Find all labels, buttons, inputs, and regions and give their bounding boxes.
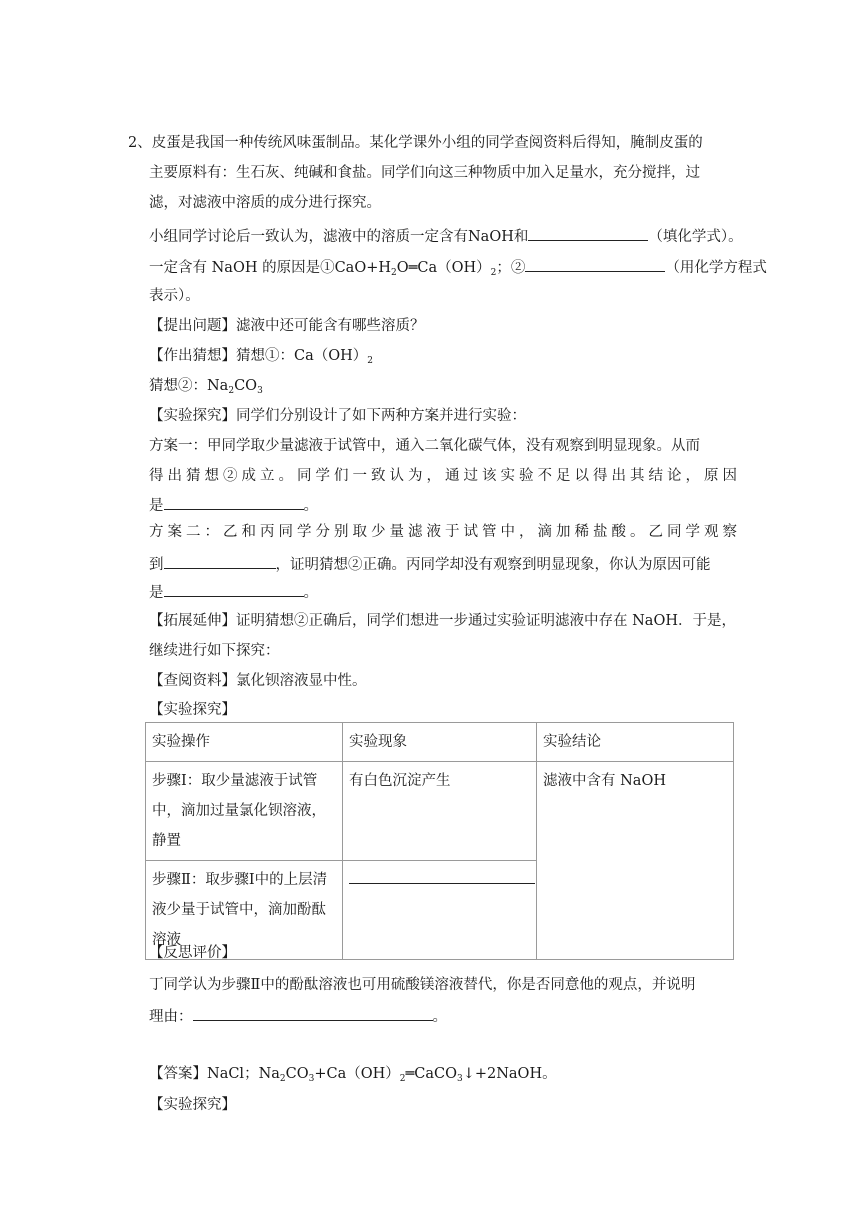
intro-line-1: 皮蛋是我国一种传统风味蛋制品。某化学课外小组的同学查阅资料后得知，腌制皮蛋的 <box>151 135 703 151</box>
guess-line-1: 【作出猜想】猜想①：$Ca(OH)_2$ <box>149 348 374 366</box>
table-header-row <box>146 723 734 762</box>
experiment-table <box>145 722 734 960</box>
question-number: 2、 <box>128 135 152 151</box>
extend-line-2: 继续进行如下探究： <box>149 643 280 659</box>
question-line-1 <box>128 133 703 153</box>
reflect-line-1: 丁同学认为步骤Ⅱ中的酚酞溶液也可用硫酸镁溶液替代，你是否同意他的观点，并说明 <box>149 977 696 993</box>
header-operation: 实验操作 <box>146 723 343 762</box>
plan1-line-1: 方案一：甲同学取少量滤液于试管中，通入二氧化碳气体，没有观察到明显现象。从而 <box>149 438 700 454</box>
header-phenomenon: 实验现象 <box>343 723 537 762</box>
plan2-line-3: 是 。 <box>149 581 318 603</box>
plan1-line-2: 得出猜想②成立。同学们一致认为，通过该实验不足以得出其结论，原因 <box>149 468 741 484</box>
intro-line-2: 主要原料有：生石灰、纯碱和食盐。同学们向这三种物质中加入足量水，充分搅拌，过 <box>149 165 700 181</box>
answer-blank[interactable] <box>164 494 304 510</box>
plan1-line-3: 是 。 <box>149 494 318 516</box>
answer-blank[interactable] <box>164 553 276 569</box>
step2-phenomenon-cell <box>343 861 537 960</box>
discussion-line-3: 表示）。 <box>149 288 200 304</box>
conclusion-cell: 滤液中含有 NaOH <box>537 762 734 960</box>
reflect-tag: 【反思评价】 <box>149 945 236 961</box>
answer-explore-tag: 【实验探究】 <box>149 1097 236 1113</box>
guess-tag: 【作出猜想】 <box>149 348 236 364</box>
header-conclusion: 实验结论 <box>537 723 734 762</box>
step2-operation: 步骤Ⅱ：取步骤Ⅰ中的上层清液少量于试管中，滴加酚酞溶液 <box>146 861 343 960</box>
discussion-line-2: 一定含有 NaOH 的原因是$①CaO+H_2O═Ca(OH)_2$；② （用化学方程式 <box>149 256 767 278</box>
problem-tag: 【提出问题】 <box>149 318 236 334</box>
answer-tag: 【答案】 <box>149 1066 207 1082</box>
answer-blank[interactable] <box>164 581 304 597</box>
discussion-line-1: 小组同学讨论后一致认为，滤液中的溶质一定含有NaOH和 （填化学式）。 <box>149 225 743 247</box>
lookup-tag: 【查阅资料】 <box>149 673 236 689</box>
explore2-tag: 【实验探究】 <box>149 702 236 718</box>
plan2-line-1: 方案二：乙和丙同学分别取少量滤液于试管中，滴加稀盐酸。乙同学观察 <box>149 524 741 540</box>
answer-line: 【答案】NaCl；$Na_2CO_3+Ca(OH)_2═CaCO_3↓+2NaOH$。 <box>149 1066 557 1084</box>
reflect-line-2: 理由： 。 <box>149 1005 447 1027</box>
intro-line-3: 滤，对滤液中溶质的成分进行探究。 <box>149 195 381 211</box>
problem-line: 【提出问题】滤液中还可能含有哪些溶质？ <box>149 318 425 334</box>
extend-tag: 【拓展延伸】 <box>149 613 236 629</box>
guess-line-2: 猜想②：$Na_2CO_3$ <box>149 378 263 396</box>
answer-blank[interactable] <box>193 1005 433 1021</box>
table-row-step1 <box>146 762 734 861</box>
answer-blank[interactable] <box>349 867 535 884</box>
answer-blank[interactable] <box>528 225 648 241</box>
step1-operation: 步骤Ⅰ：取少量滤液于试管中，滴加过量氯化钡溶液，静置 <box>146 762 343 861</box>
explore-line: 【实验探究】同学们分别设计了如下两种方案并进行实验： <box>149 408 526 424</box>
step1-phenomenon: 有白色沉淀产生 <box>343 762 537 861</box>
explore-tag: 【实验探究】 <box>149 408 236 424</box>
lookup-line: 【查阅资料】氯化钡溶液显中性。 <box>149 673 367 689</box>
extend-line-1: 【拓展延伸】证明猜想②正确后，同学们想进一步通过实验证明滤液中存在 NaOH．于是， <box>149 613 736 629</box>
plan2-line-2: 到 ，证明猜想②正确。丙同学却没有观察到明显现象，你认为原因可能 <box>149 553 711 575</box>
answer-blank[interactable] <box>525 256 665 272</box>
